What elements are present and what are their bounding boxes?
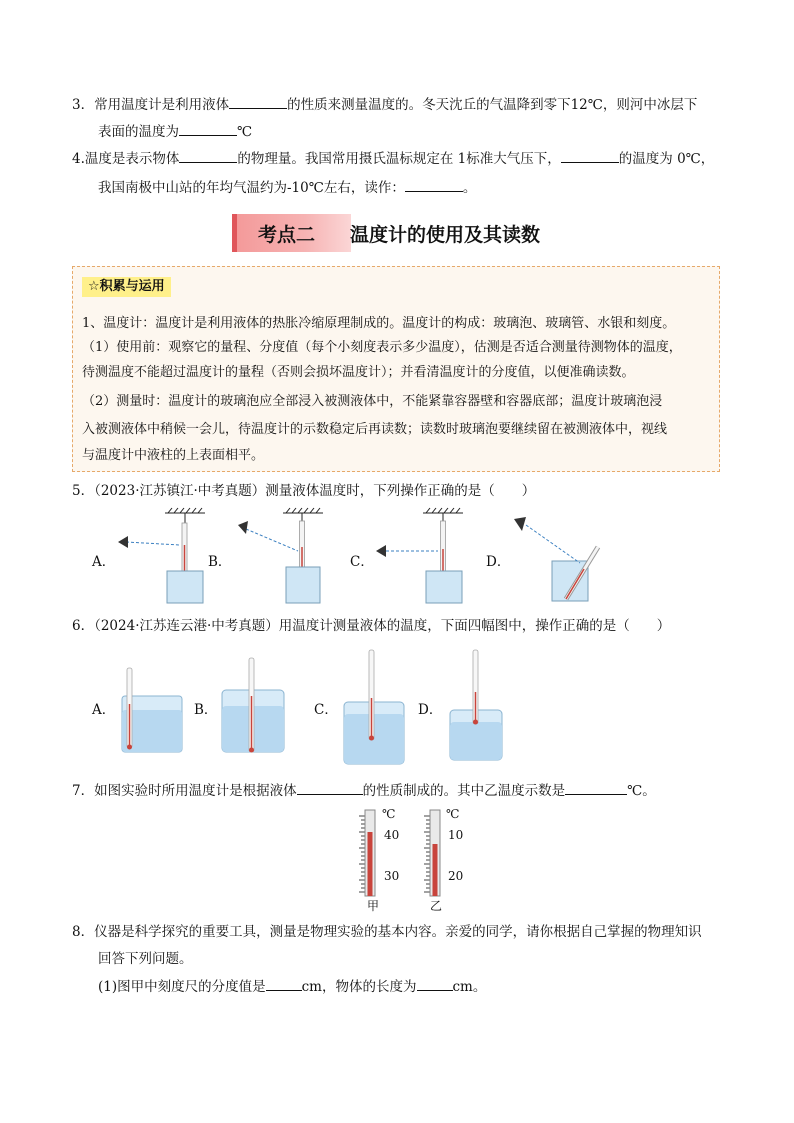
q5-option-d[interactable]: D． — [486, 554, 511, 570]
q7-thermometer-yi — [420, 806, 470, 914]
q3-blank-2[interactable] — [179, 121, 237, 136]
section-number: 考点二 — [258, 224, 316, 246]
q6-option-a[interactable]: A． — [92, 702, 116, 718]
q6-stem: 6．（2024·江苏连云港·中考真题）用温度计测量液体的温度，下面四幅图中，操作正确的是（ ） — [72, 618, 671, 634]
q4-blank-1[interactable] — [179, 148, 237, 163]
q5-option-b[interactable]: B． — [208, 554, 232, 570]
q7-jia-bottom-label: 30 — [384, 869, 400, 883]
knowledge-line-4: （2）测量时：温度计的玻璃泡应全部浸入被测液体中，不能紧靠容器壁和容器底部；温度计玻璃泡浸 — [82, 394, 663, 409]
ceiling-hatch-icon — [165, 508, 205, 513]
q8-line2: 回答下列问题。 — [98, 951, 193, 967]
knowledge-tag: ☆积累与运用 — [82, 277, 171, 297]
q5-stem: 5．（2023·江苏镇江·中考真题）测量液体温度时，下列操作正确的是（ ） — [72, 483, 536, 499]
q7-jia-unit: ℃ — [382, 807, 396, 821]
q6-figure-a — [118, 660, 198, 755]
q6-option-c[interactable]: C． — [314, 702, 338, 718]
q7-blank-1[interactable] — [297, 780, 363, 795]
section-title: 温度计的使用及其读数 — [350, 224, 541, 246]
q8-line1: 8．仪器是科学探究的重要工具，测量是物理实验的基本内容。亲爱的同学，请你根据自己掌握的物理知识 — [72, 924, 702, 940]
q8-sub1: (1)图甲中刻度尺的分度值是 cm，物体的长度为 cm。 — [98, 976, 486, 997]
q6-figure-c — [340, 648, 420, 768]
q5-figure-a — [110, 505, 210, 610]
q7-jia-name: 甲 — [367, 899, 380, 913]
q4-line1: 4.温度是表示物体 的物理量。我国常用摄氏温标规定在 1标准大气压下， 的温度为 0℃， — [72, 148, 714, 169]
q5-figure-d — [504, 505, 614, 610]
knowledge-line-5: 入被测液体中稍候一会儿，待温度计的示数稳定后再读数；读数时玻璃泡要继续留在被测液体中，视线 — [82, 422, 668, 437]
q7-yi-top-label: 10 — [448, 828, 464, 842]
q8-blank-2[interactable] — [417, 976, 453, 991]
eye-icon — [514, 517, 526, 531]
ceiling-hatch-icon — [283, 508, 323, 513]
knowledge-line-2: （1）使用前：观察它的量程、分度值（每个小刻度表示多少温度），估测是否适合测量待测物体的温度， — [82, 340, 682, 355]
q6-option-b[interactable]: B． — [194, 702, 218, 718]
q6-figure-b — [220, 656, 300, 756]
q5-option-a[interactable]: A． — [92, 554, 116, 570]
q7-yi-unit: ℃ — [446, 807, 460, 821]
q5-figure-b — [228, 505, 328, 610]
knowledge-line-1: 1、温度计：温度计是利用液体的热胀冷缩原理制成的。温度计的构成：玻璃泡、玻璃管、水银和刻度。 — [82, 316, 676, 331]
star-icon: ☆ — [88, 279, 100, 294]
q7-jia-top-label: 40 — [384, 828, 400, 842]
q3-blank-1[interactable] — [229, 94, 287, 109]
knowledge-line-6: 与温度计中液柱的上表面相平。 — [82, 448, 265, 463]
eye-icon — [376, 545, 386, 557]
q4-line2: 我国南极中山站的年均气温约为-10℃左右，读作： 。 — [98, 177, 476, 198]
knowledge-line-3: 待测温度不能超过温度计的量程（否则会损坏温度计）；并看清温度计的分度值，以便准确读数。 — [82, 365, 635, 380]
q6-figure-d — [444, 648, 524, 768]
q3-line2: 表面的温度为 ℃ — [98, 121, 252, 142]
q5-option-c[interactable]: C． — [350, 554, 374, 570]
q5-figure-c — [368, 505, 468, 610]
q6-option-d[interactable]: D． — [418, 702, 443, 718]
q7-yi-bottom-label: 20 — [448, 869, 464, 883]
q3-line1: 3．常用温度计是利用液体 的性质来测量温度的。冬天沈丘的气温降到零下12℃，则河中冰层下 — [72, 94, 697, 115]
q7-stem: 7．如图实验时所用温度计是根据液体 的性质制成的。其中乙温度示数是 ℃。 — [72, 780, 656, 801]
ceiling-hatch-icon — [423, 508, 463, 513]
q7-blank-2[interactable] — [565, 780, 627, 795]
q7-thermometer-jia — [355, 806, 405, 914]
q4-blank-2[interactable] — [561, 148, 619, 163]
eye-icon — [238, 521, 248, 534]
q7-yi-name: 乙 — [430, 899, 443, 913]
eye-icon — [118, 536, 128, 548]
q4-blank-3[interactable] — [405, 177, 463, 192]
q8-blank-1[interactable] — [266, 976, 302, 991]
